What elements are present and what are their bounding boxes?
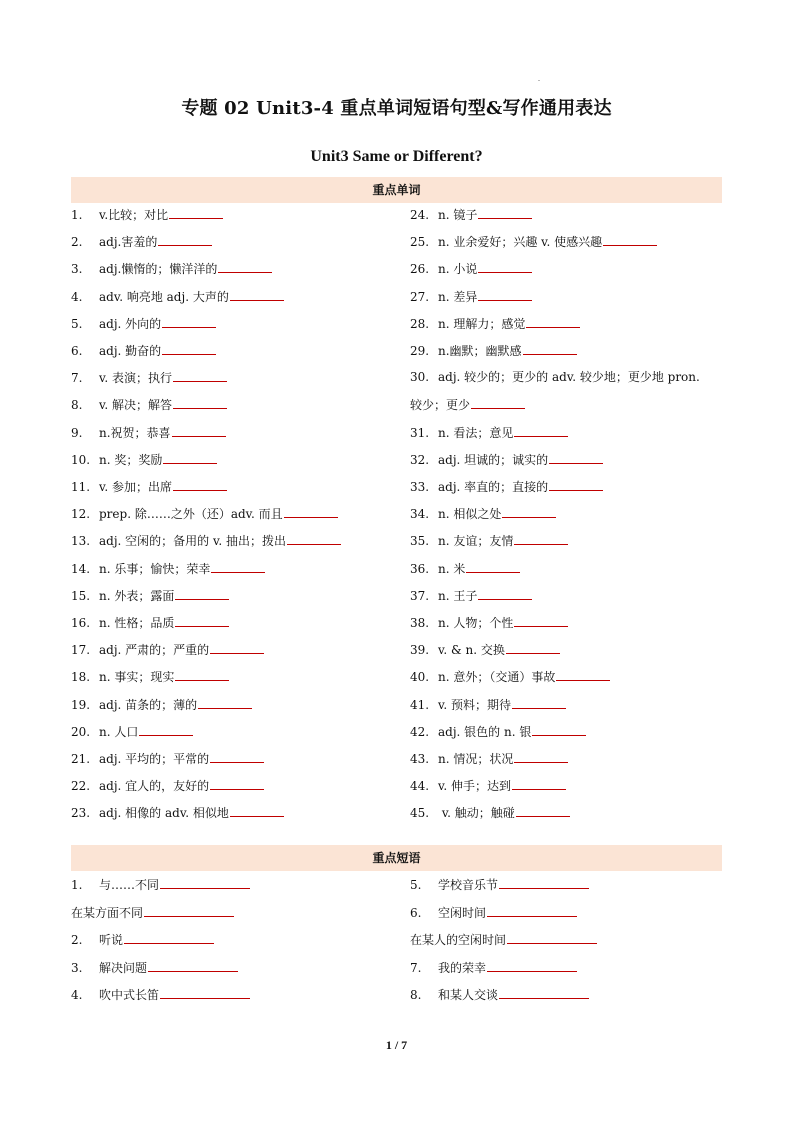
answer-blank[interactable] [210,641,264,654]
answer-blank[interactable] [478,587,532,600]
list-item [410,723,586,740]
list-item [71,931,214,948]
list-item [410,986,589,1003]
answer-blank[interactable] [218,260,272,273]
list-item [410,876,589,893]
answer-blank[interactable] [514,532,568,545]
item-text: n.祝贺；恭喜 [99,425,171,440]
item-text: 解决问题 [99,960,148,975]
list-item [71,777,264,794]
item-number: 29. [410,344,430,358]
list-item [71,959,238,976]
item-number: 35. [410,534,430,549]
item-text: adj. 严肃的；严重的 [99,643,210,658]
list-item [410,750,568,767]
answer-blank[interactable] [172,424,226,437]
answer-blank[interactable] [139,723,193,736]
answer-blank[interactable] [514,424,568,437]
list-item [410,641,560,658]
item-number: 11. [71,480,91,494]
item-text: n. 人物；个性 [438,616,514,630]
answer-blank[interactable] [506,641,560,654]
item-text: 和某人交谈 [438,988,499,1002]
list-item [410,233,657,250]
item-number: 25. [410,235,430,250]
list-item [71,342,216,359]
item-text: adj. 外向的 [99,316,162,331]
item-text: adj. 较少的；更少的 adv. 较少地；更少地 pron. [438,370,700,385]
answer-blank[interactable] [148,959,238,972]
item-text: n. 小说 [438,262,478,277]
list-item [410,614,568,631]
answer-blank[interactable] [466,560,520,573]
answer-blank[interactable] [163,451,217,464]
item-number: 4. [71,289,83,304]
item-text: adv. 响亮地 adj. 大声的 [99,289,229,304]
item-text: adj. 相像的 adv. 相似地 [99,806,229,821]
item-number: 42. [410,724,430,739]
item-number: 2. [71,235,83,250]
item-number: 4. [71,988,83,1002]
answer-blank[interactable] [169,206,223,219]
answer-blank[interactable] [173,478,227,491]
item-number: 7. [410,960,422,975]
item-number: 3. [71,960,83,975]
item-text: n. 王子 [438,588,478,603]
list-item [71,750,264,767]
item-number: 38. [410,616,430,630]
item-text: n. 理解力；感觉 [438,316,526,331]
item-text: v. 伸手；达到 [438,779,511,794]
list-item [71,876,250,893]
page-number: 1 / 7 [385,1038,408,1052]
list-item [71,396,227,413]
list-item [71,532,341,549]
answer-blank[interactable] [230,288,284,301]
item-text: adj. 银色的 n. 银 [438,724,532,739]
list-item [71,451,217,468]
item-number: 28. [410,316,430,331]
item-number: 43. [410,752,430,766]
list-item [410,206,532,223]
list-item [410,505,556,522]
list-item [71,260,272,277]
item-number: 5. [410,878,422,892]
item-number: 45. [410,806,430,821]
item-text: n. 性格；品质 [99,616,175,630]
list-item [71,424,226,441]
answer-blank[interactable] [175,614,229,627]
list-item [410,396,525,413]
answer-blank[interactable] [210,750,264,763]
item-text: adj.害羞的 [99,235,158,250]
item-number: 7. [71,371,83,386]
item-number: 5. [71,316,83,331]
answer-blank[interactable] [160,986,250,999]
list-item [71,233,212,250]
item-number: 6. [71,344,83,358]
answer-blank[interactable] [603,233,657,246]
item-text: n. 乐事；愉快；荣幸 [99,561,211,576]
answer-blank[interactable] [471,396,525,409]
list-item [71,723,193,740]
item-text: 与……不同 [99,878,160,892]
list-item [410,904,577,921]
list-item [71,505,338,522]
item-number: 22. [71,779,91,794]
item-text: adj. 率直的；直接的 [438,480,549,494]
answer-blank[interactable] [556,668,610,681]
item-number: 41. [410,697,430,712]
unit-title: Unit3 Same or Different? [310,148,483,165]
item-text: n. 镜子 [438,208,478,222]
list-item [71,986,250,1003]
list-item [71,315,216,332]
answer-blank[interactable] [507,931,597,944]
item-number: 32. [410,452,430,467]
item-text: 我的荣幸 [438,960,487,975]
item-number: 13. [71,534,91,549]
item-text: 空闲时间 [438,905,487,920]
answer-blank[interactable] [487,959,577,972]
item-number: 10. [71,452,91,467]
answer-blank[interactable] [211,560,265,573]
answer-blank[interactable] [478,206,532,219]
answer-blank[interactable] [502,505,556,518]
list-item [410,931,597,948]
phrase-header: 重点短语 [71,845,722,871]
item-text: n. 人口 [99,724,139,739]
item-number: 12. [71,507,91,522]
item-text: v. 参加；出席 [99,480,172,494]
item-text: adj. 空闲的；备用的 v. 抽出；拨出 [99,534,286,549]
item-text: v. 表演；执行 [99,371,172,386]
item-text: n.幽默；幽默感 [438,344,522,358]
answer-blank[interactable] [532,723,586,736]
item-number: 3. [71,262,83,277]
item-text: adj. 宜人的，友好的 [99,779,210,794]
list-item [71,804,284,821]
item-number: 31. [410,425,430,440]
item-number: 37. [410,588,430,603]
item-text: 在某人的空闲时间 [410,933,507,947]
list-item [71,206,223,223]
item-number: 36. [410,561,430,576]
item-number: 8. [71,398,83,413]
item-text: n. 意外；（交通）事故 [438,670,556,685]
item-text: v.比较；对比 [99,208,169,222]
answer-blank[interactable] [160,876,250,889]
item-number: 6. [410,905,422,920]
item-number: 40. [410,670,430,685]
answer-blank[interactable] [158,233,212,246]
item-number: 34. [410,507,430,522]
answer-blank[interactable] [514,614,568,627]
item-number: 18. [71,670,91,685]
list-item [71,587,229,604]
answer-blank[interactable] [549,478,603,491]
answer-blank[interactable] [514,750,568,763]
item-number: 44. [410,779,430,794]
answer-blank[interactable] [175,587,229,600]
item-text: n. 米 [438,561,466,576]
list-item [71,904,234,921]
list-item [71,478,227,495]
item-number: 9. [71,425,83,440]
answer-blank[interactable] [549,451,603,464]
answer-blank[interactable] [162,315,216,328]
answer-blank[interactable] [487,904,577,917]
list-item [410,532,568,549]
list-item [410,369,700,385]
item-number: 1. [71,208,83,222]
item-text: 在某方面不同 [71,905,144,920]
answer-blank[interactable] [210,777,264,790]
answer-blank[interactable] [124,931,214,944]
list-item [410,260,532,277]
list-item [71,641,264,658]
item-text: n. 差异 [438,289,478,304]
item-text: adj. 坦诚的；诚实的 [438,452,549,467]
item-text: v. 解决；解答 [99,398,172,413]
list-item [410,804,570,821]
item-text: v. 触动；触碰 [438,806,515,821]
list-item [71,369,227,386]
item-number: 2. [71,933,83,947]
list-item [410,424,568,441]
item-number: 30. [410,370,430,385]
item-text: adj. 平均的；平常的 [99,752,210,766]
item-text: prep. 除……之外（还）adv. 而且 [99,507,283,522]
item-text: v. 预料；期待 [438,697,511,712]
item-text: 学校音乐节 [438,878,499,892]
item-number: 26. [410,262,430,277]
list-item [410,560,520,577]
answer-blank[interactable] [516,804,570,817]
list-item [410,959,577,976]
item-text: n. 友谊；友情 [438,534,514,549]
list-item [410,668,610,685]
item-number: 19. [71,697,91,712]
item-number: 17. [71,643,91,658]
list-item [410,696,566,713]
answer-blank[interactable] [284,505,338,518]
item-number: 8. [410,988,422,1002]
item-text: n. 事实；现实 [99,670,175,685]
answer-blank[interactable] [523,342,577,355]
answer-blank[interactable] [526,315,580,328]
item-text: 较少；更少 [410,398,471,413]
item-text: 吹中式长笛 [99,988,160,1002]
item-text: adj. 苗条的；薄的 [99,697,198,712]
list-item [71,614,229,631]
vocab-header: 重点单词 [71,177,722,203]
item-text: 听说 [99,933,124,947]
answer-blank[interactable] [512,696,566,709]
answer-blank[interactable] [198,696,252,709]
answer-blank[interactable] [287,532,341,545]
item-number: 27. [410,289,430,304]
item-text: n. 情况；状况 [438,752,514,766]
item-number: 33. [410,480,430,494]
answer-blank[interactable] [512,777,566,790]
answer-blank[interactable] [478,260,532,273]
document-title: 专题 02 Unit3-4 重点单词短语句型&写作通用表达 [181,98,612,119]
item-number: 21. [71,752,91,766]
list-item [71,288,284,305]
answer-blank[interactable] [144,904,234,917]
item-text: n. 外表；露面 [99,588,175,603]
item-text: adj. 勤奋的 [99,344,162,358]
item-text: n. 业余爱好；兴趣 v. 使感兴趣 [438,235,603,250]
item-number: 15. [71,588,91,603]
list-item [71,560,265,577]
answer-blank[interactable] [173,369,227,382]
list-item [71,668,229,685]
item-number: 23. [71,806,91,821]
answer-blank[interactable] [478,288,532,301]
list-item [410,478,603,495]
item-number: 39. [410,643,430,658]
item-text: n. 奖；奖励 [99,452,163,467]
answer-blank[interactable] [162,342,216,355]
item-text: n. 相似之处 [438,507,502,522]
list-item [410,342,577,359]
item-text: n. 看法；意见 [438,425,514,440]
list-item [410,315,580,332]
item-number: 24. [410,208,430,222]
item-number: 20. [71,724,91,739]
item-number: 1. [71,878,83,892]
scan-dot [538,80,540,81]
item-text: adj.懒惰的；懒洋洋的 [99,262,218,277]
list-item [410,587,532,604]
answer-blank[interactable] [499,876,589,889]
item-text: v. & n. 交换 [438,643,505,658]
list-item [410,451,603,468]
item-number: 16. [71,616,91,630]
item-number: 14. [71,561,91,576]
list-item [71,696,252,713]
list-item [410,288,532,305]
answer-blank[interactable] [175,668,229,681]
answer-blank[interactable] [499,986,589,999]
answer-blank[interactable] [230,804,284,817]
answer-blank[interactable] [173,396,227,409]
list-item [410,777,566,794]
